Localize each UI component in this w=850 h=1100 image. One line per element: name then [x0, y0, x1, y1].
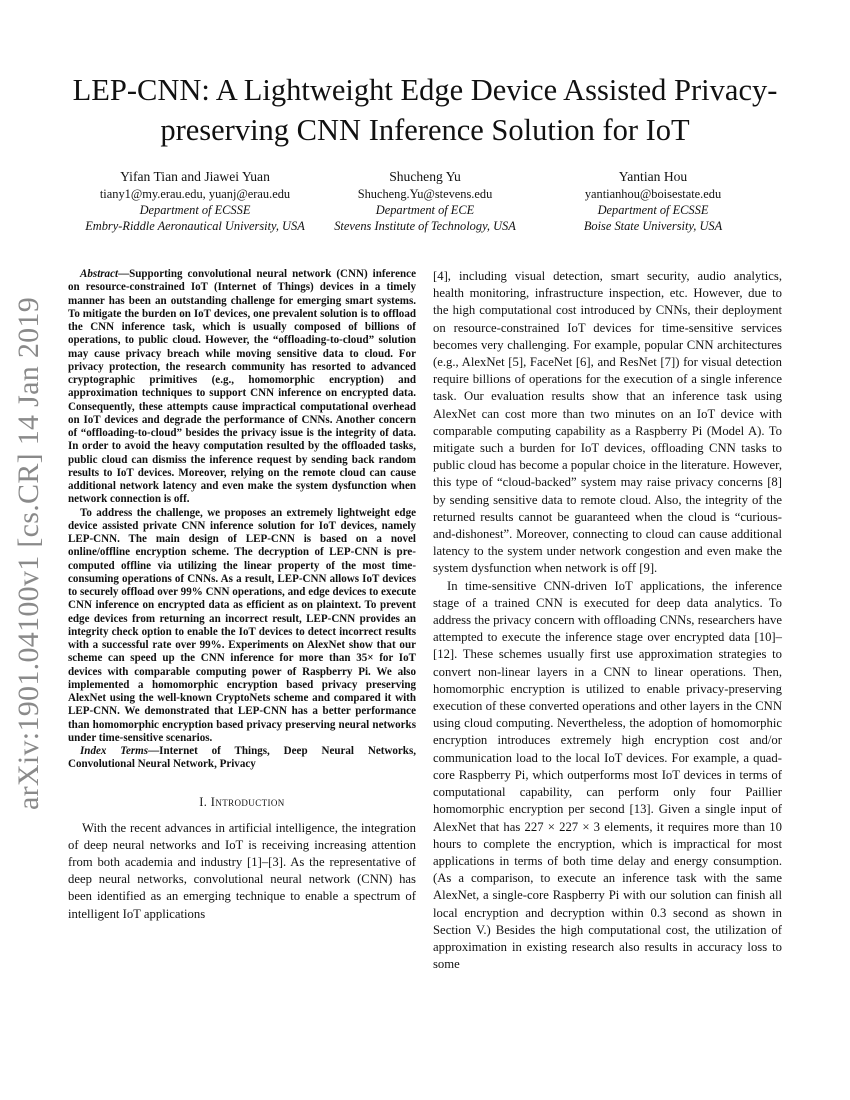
abstract-paragraph-2: To address the challenge, we proposes an extremely lightweight edge device assisted private CNN inference solution for IoT devices, namely LEP-CNN. The main design of LEP-CNN is based on a novel online/offline encryption scheme. The decryption of LEP-CNN is pre-computed offline via utilizing the linear property of the most time-consuming operations of CNNs. As a result, LEP-CNN allows IoT devices to securely offload over 99% CNN operations, and edge devices to execute CNN inference on encrypted data as efficient as on plaintext. To prevent edge devices from returning an incorrect result, LEP-CNN provides an integrity check option to enable the IoT devices to detect incorrect results with a successful rate over 99%. Experiments on AlexNet show that our scheme can speed up the CNN inference for more than 35× for IoT devices with comparable computing power of Raspberry Pi. We also implemented a homomorphic encryption based privacy preserving AlexNet using the well-known CryptoNets scheme and compared it with LEP-CNN. We demonstrated that LEP-CNN has a better performance than homomorphic encryption based privacy preserving neural networks under time-sensitive scenarios.: [68, 506, 416, 744]
author-3: [518, 168, 788, 234]
author-email: yantianhou@boisestate.edu: [584, 187, 722, 201]
intro-paragraph-1: With the recent advances in artificial intelligence, the integration of deep neural networks and IoT is receiving increasing attention from both academia and industry [1]–[3]. As the representative of deep neural networks, convolutional neural network (CNN) has been identified as an emerging technique to enable a spectrum of intelligent IoT applications: [68, 820, 416, 921]
section-heading-introduction: I. Introduction: [199, 794, 285, 809]
intro-paragraph-2: [4], including visual detection, smart security, audio analytics, health monitoring, infrastructure inspection, etc. However, due to the high computational cost introduced by CNNs, their deployment on resource-constrained IoT devices for time-sensitive services becomes very challenging. For example, popular CNN architectures (e.g., AlexNet [5], FaceNet [6], and ResNet [7]) for visual detection require billions of operations for the execution of a single inference task. Our evaluation results show that an inference task using AlexNet can cost more than two minutes on an IoT device with comparable computing capability as a Raspberry Pi (Model A). To mitigate such a burden for IoT devices, offloading CNN tasks to public cloud has become a popular choice in the literature. However, this type of “cloud-backed” system may raise privacy concerns [8] by sending sensitive data to remote cloud. Also, the integrity of the returned results cannot be guaranteed when the cloud is “curious-and-dishonest”. Moreover, connecting to cloud can cause additional latency to the system under network congestion and even make the system dysfunction when network is off [9].: [433, 269, 782, 576]
author-email: tiany1@my.erau.edu, yuanj@erau.edu: [99, 187, 291, 201]
intro-paragraph-3: In time-sensitive CNN-driven IoT applications, the inference stage of a trained CNN is executed for deep data analytics. To address the privacy concern with offloading CNNs, researchers have attempted to execute the inference stage over encrypted data [10]–[12]. These schemes usually first use approximation strategies to convert non-linear layers in a CNN to linear operations. Then, homomorphic encryption is utilized to enable privacy-preserving execution of these converted operations and other layers in the CNN using cloud computing. Nevertheless, the adoption of homomorphic encryption introduces extremely high encryption cost and/or communication load to the local IoT devices. For example, a quad-core Raspberry Pi, which outperforms most IoT devices in terms of computational capability, can perform only four Paillier homomorphic encryption per second [13]. Given a single input of AlexNet that has 227 × 227 × 3 elements, it requires more than 10 hours to complete the encryption, which is impractical for most applications in terms of both time delay and energy consumption. (As a comparison, to execute an inference task with the same AlexNet, a single-core Raspberry Pi with our solution can finish all local encryption and decryption within 0.3 second as shown in Section V.) Besides the high computational cost, the utilization of approximation in existing research also results in accuracy loss to some: [433, 578, 782, 972]
author-name: Yifan Tian and Jiawei Yuan: [120, 169, 270, 184]
left-column: [68, 268, 416, 923]
author-block: [60, 168, 790, 238]
abstract-label: Abstract: [80, 268, 119, 280]
author-name: Shucheng Yu: [389, 169, 461, 184]
author-department: Department of ECE: [375, 203, 475, 217]
author-department: Department of ECSSE: [597, 203, 709, 217]
paper-title: LEP-CNN: A Lightweight Edge Device Assisted Privacy-preserving CNN Inference Solution for IoT: [72, 73, 778, 147]
index-terms-label: Index Terms: [80, 745, 149, 757]
author-institution: Boise State University, USA: [583, 219, 723, 233]
abstract-text-1: —Supporting convolutional neural network (CNN) inference on resource-constrained IoT (Internet of Things) devices in a timely manner has been an outstanding challenge for emerging smart systems. To mitigate the burden on IoT devices, one prevalent solution is to offload the CNN inference task, which is usually composed of billions of operations, to public cloud. However, the “offloading-to-cloud” solution may cause privacy breach while moving sensitive data to cloud. For privacy protection, the research community has resorted to advanced cryptographic primitives (e.g., homomorphic encryption) and approximation techniques to support CNN inference on encrypted data. Consequently, these attempts cause impractical computational overhead on IoT devices and degrade the performance of CNNs. Another concern of “offloading-to-cloud” besides the privacy issue is the integrity of data. In order to avoid the heavy computation resulted by the offloaded tasks, public cloud can dismiss the inference request by sending back random results to IoT devices. Moreover, relying on the remote cloud can cause additional network latency and even make the system dysfunction when network connection is off.: [68, 268, 416, 506]
author-email: Shucheng.Yu@stevens.edu: [357, 187, 493, 201]
arxiv-identifier: arXiv:1901.04100v1 [cs.CR] 14 Jan 2019: [12, 296, 45, 810]
author-institution: Stevens Institute of Technology, USA: [334, 219, 516, 233]
author-department: Department of ECSSE: [139, 203, 251, 217]
right-column: [433, 268, 782, 973]
author-institution: Embry-Riddle Aeronautical University, USA: [85, 219, 305, 233]
abstract-paragraph-1: [68, 268, 416, 507]
index-terms-text: —Internet of Things, Deep Neural Networks, Convolutional Neural Network, Privacy: [68, 745, 417, 771]
index-terms: [68, 745, 416, 772]
author-name: Yantian Hou: [618, 169, 688, 184]
